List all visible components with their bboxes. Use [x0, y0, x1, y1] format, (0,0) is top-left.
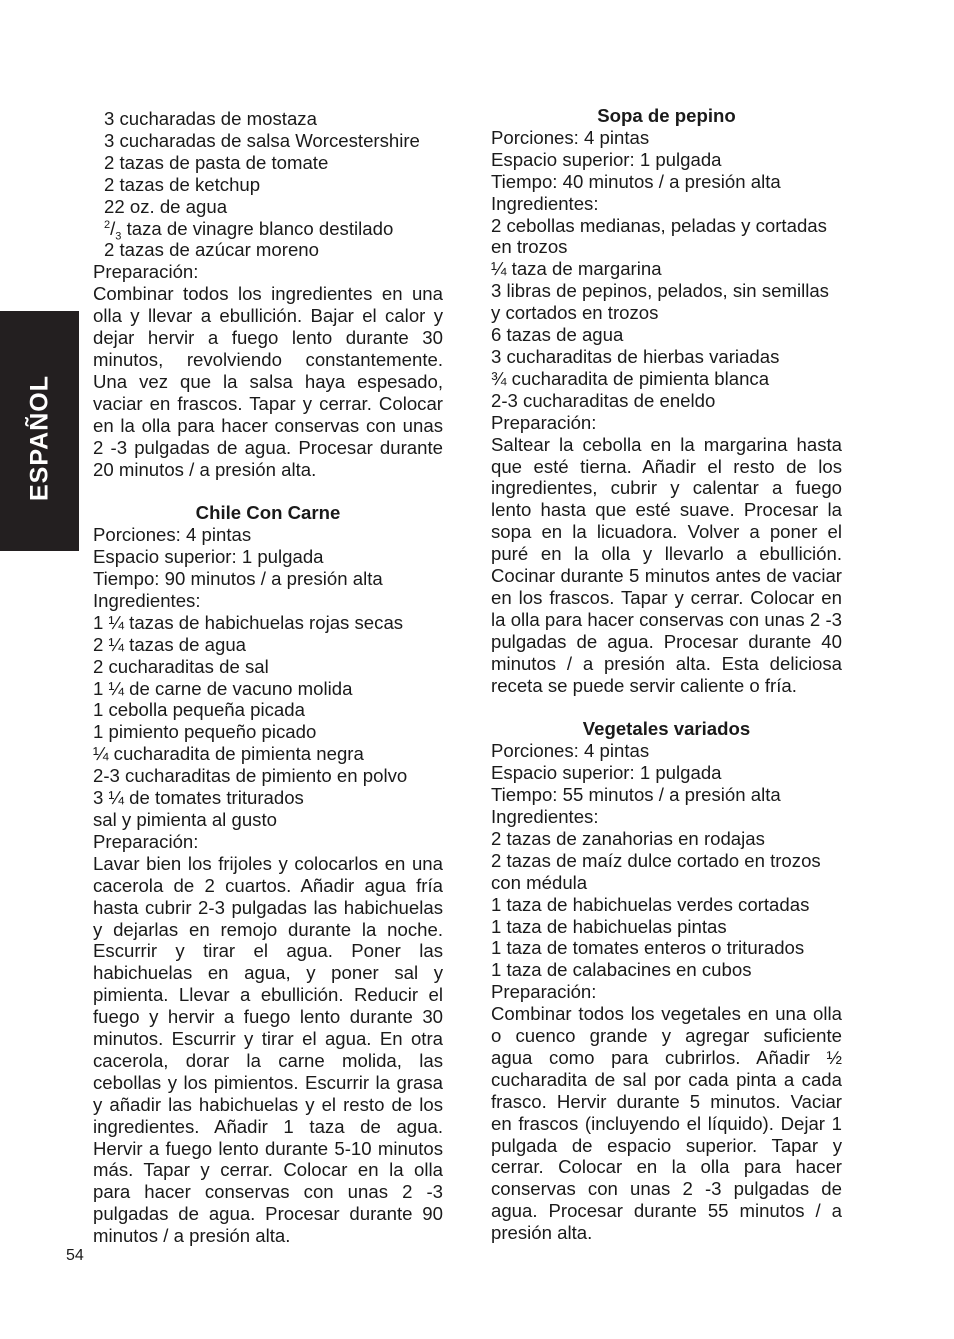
prep-text: Saltear la cebolla en la margarina hasta que esté tierna. Añadir el resto de los ingredientes, cubrir y calentar a fuego lento hasta que esté suave. Procesar la sopa en la licuadora. Volver a poner el puré en la olla y llevarlo a ebullición. Cocinar durante 5 minutos antes de vaciar en los frascos. Tapar y cerrar. Colocar en la olla para hacer conservas con unas 2 -3 pulgadas de agua. Procesar durante 40 minutos / a presión alta. Esta deliciosa receta se puede servir caliente o fría.: [491, 433, 842, 696]
ingredient-line: 1 taza de habichuelas pintas: [491, 915, 727, 937]
tiempo-value: 90 minutos / a presión alta: [159, 568, 383, 590]
recipe-title-chile: Chile Con Carne: [195, 502, 341, 524]
ingredient-line: 1 taza de tomates enteros o triturados: [491, 937, 805, 959]
espacio-label: Espacio superior:: [491, 148, 635, 170]
espacio-value: 1 pulgada: [236, 546, 324, 568]
ingredient-line: 22 oz. de agua: [104, 195, 228, 217]
tiempo-value: 40 minutos / a presión alta: [557, 170, 781, 192]
ingredient-line: y cortados en trozos: [491, 302, 659, 324]
porciones-value: 4 pintas: [180, 524, 252, 546]
ingredient-line: 2-3 cucharaditas de eneldo: [491, 389, 716, 411]
prep-label: Preparación:: [93, 830, 199, 852]
espacio-label: Espacio superior:: [93, 546, 237, 568]
espacio-line: [93, 546, 443, 568]
fraction-denominator: 3: [115, 230, 122, 243]
prep-label: Preparación:: [491, 411, 597, 433]
fraction-numerator: 2: [104, 218, 111, 231]
prep-text: Lavar bien los frijoles y colocarlos en una cacerola de 2 cuartos. Añadir agua fría hasta cubrir 2-3 pulgadas las habichuelas y dejarlas en remojo durante la noche. Escurrir y tirar el agua. Poner las habichuelas en agua, y poner sal y pimienta. Llevar a ebullición. Reducir el fuego y hervir a fuego lento durante 30 minutos. Escurrir y tirar el agua. En otra cacerola, dorar la carne molida, las cebollas y los pimientos. Escurrir la grasa y añadir las habichuelas y el resto de los ingredientes. Añadir 1 taza de agua. Hervir a fuego lento durante 5-10 minutos más. Tapar y cerrar. Colocar en la olla para hacer conservas con unas 2 -3 pulgadas de agua. Procesar durante 90 minutos / a presión alta.: [93, 852, 443, 1247]
ingredient-line: 2 tazas de pasta de tomate: [104, 151, 329, 173]
language-tab-label: ESPAÑOL: [25, 375, 54, 501]
ingredient-line: ¼ cucharadita de pimienta negra: [93, 743, 364, 765]
tiempo-line: [491, 171, 842, 193]
ingredient-line: 3 cucharadas de mostaza: [104, 108, 317, 129]
porciones-line: [491, 127, 842, 149]
prep-label: Preparación:: [491, 981, 597, 1003]
prep-label: Preparación:: [93, 261, 199, 283]
ingredient-line: 2-3 cucharaditas de pimiento en polvo: [93, 765, 408, 787]
ingredient-line: 6 tazas de agua: [491, 324, 624, 346]
ingredient-line: 1 taza de habichuelas verdes cortadas: [491, 893, 810, 915]
recipe-title-vegetales: Vegetales variados: [582, 718, 751, 740]
fraction-text: taza de vinagre blanco destilado: [121, 217, 394, 239]
porciones-line: [491, 740, 842, 762]
prep-text: Combinar todos los ingredientes en una olla y llevar a ebullición. Bajar el calor y dejar hervir a fuego lento durante 30 minutos, revolviendo constantemente. Una vez que la salsa haya espesado, vaciar en frascos. Tapar y cerrar. Colocar en la olla para hacer conservas con unas 2 -3 pulgadas de agua. Procesar durante 20 minutos / a presión alta.: [93, 283, 443, 480]
porciones-label: Porciones:: [491, 126, 579, 148]
right-column: [491, 105, 842, 1244]
ingredient-line: 1 cebolla pequeña picada: [93, 699, 305, 721]
espacio-line: [491, 149, 842, 171]
ingredient-line: 3 ¼ de tomates triturados: [93, 787, 304, 809]
porciones-value: 4 pintas: [578, 126, 650, 148]
recipe-title-sopa: Sopa de pepino: [597, 105, 736, 126]
ingredientes-label: Ingredientes:: [491, 192, 599, 214]
ingredient-line: 3 cucharadas de salsa Worcestershire: [104, 129, 420, 151]
ingredient-line: 3 libras de pepinos, pelados, sin semillas: [491, 280, 829, 302]
ingredient-line: 2 tazas de azúcar moreno: [104, 239, 319, 261]
porciones-label: Porciones:: [93, 524, 181, 546]
left-column: [93, 108, 443, 1247]
ingredient-line: con médula: [491, 871, 588, 893]
ingredient-line: 1 ¼ tazas de habichuelas rojas secas: [93, 611, 404, 633]
tiempo-label: Tiempo:: [93, 568, 160, 590]
ingredient-line: 2 tazas de zanahorias en rodajas: [491, 827, 765, 849]
tiempo-value: 55 minutos / a presión alta: [557, 784, 781, 806]
ingredientes-label: Ingredientes:: [93, 589, 201, 611]
ingredient-line: 2 tazas de ketchup: [104, 173, 261, 195]
ingredient-line: ¼ taza de margarina: [491, 258, 662, 280]
ingredient-line: 3 cucharaditas de hierbas variadas: [491, 345, 780, 367]
ingredient-line: 1 ¼ de carne de vacuno molida: [93, 677, 353, 699]
ingredient-line: 2 ¼ tazas de agua: [93, 633, 246, 655]
prep-text: Combinar todos los vegetales en una olla o cuenco grande y agregar suficiente agua como para cubrirlos. Añadir ½ cucharadita de sal por cada pinta a cada frasco. Hervir durante 5 minutos. Vaciar en frascos (incluyendo el líquido). Dejar 1 pulgada de espacio superior. Tapar y cerrar. Colocar en la olla para hacer conservas con unas 2 -3 pulgadas de agua. Procesar durante 55 minutos / a presión alta.: [491, 1003, 842, 1244]
ingredient-line: 2 cebollas medianas, peladas y cortadas: [491, 214, 827, 236]
ingredient-line: 1 pimiento pequeño picado: [93, 721, 317, 743]
ingredient-line-fraction: $^2/_3$ taza de vinagre blanco destilado: [104, 217, 394, 243]
espacio-line: [491, 762, 842, 784]
espacio-value: 1 pulgada: [634, 148, 722, 170]
porciones-line: [93, 524, 443, 546]
ingredient-line: ¾ cucharadita de pimienta blanca: [491, 367, 770, 389]
page-number: 54: [66, 1247, 84, 1264]
ingredient-line: 2 cucharaditas de sal: [93, 655, 269, 677]
tiempo-line: [491, 784, 842, 806]
ingredient-line: 2 tazas de maíz dulce cortado en trozos: [491, 849, 821, 871]
tiempo-label: Tiempo:: [491, 170, 558, 192]
espacio-label: Espacio superior:: [491, 762, 635, 784]
tiempo-line: [93, 568, 443, 590]
ingredient-line: en trozos: [491, 236, 568, 258]
ingredient-line: 1 taza de calabacines en cubos: [491, 959, 752, 981]
porciones-label: Porciones:: [491, 740, 579, 762]
porciones-value: 4 pintas: [578, 740, 650, 762]
ingredient-line: sal y pimienta al gusto: [93, 808, 277, 830]
espacio-value: 1 pulgada: [634, 762, 722, 784]
ingredientes-label: Ingredientes:: [491, 805, 599, 827]
tiempo-label: Tiempo:: [491, 784, 558, 806]
